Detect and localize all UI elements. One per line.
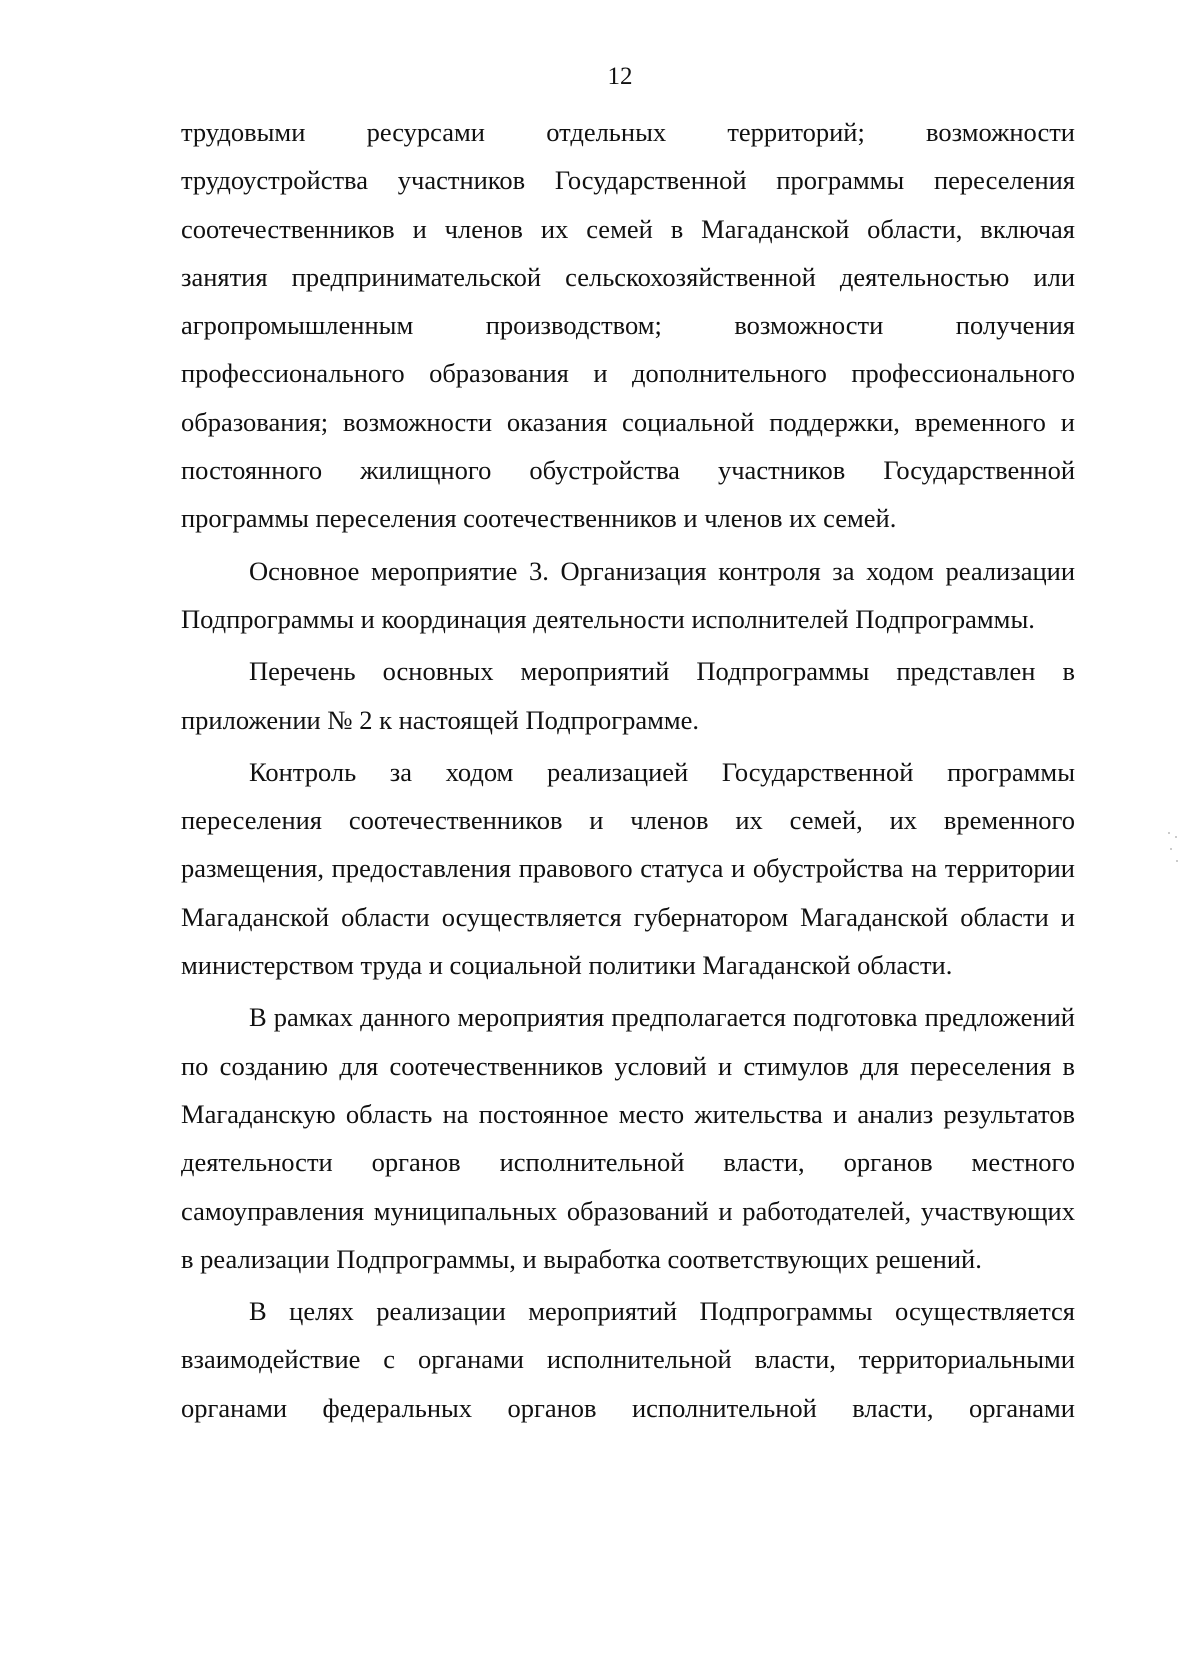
scan-artifact	[1166, 830, 1180, 870]
paragraph-measures-list: Перечень основных мероприятий Подпрограммы представлен в приложении № 2 к настоящей Подпрограмме.	[181, 656, 1075, 735]
paragraph-main-measure-3: Основное мероприятие 3. Организация контроля за ходом реализации Подпрограммы и координация деятельности исполнителей Подпрограммы.	[181, 555, 1075, 634]
paragraph-line: В целях реализации мероприятий Подпрограммы осуществляется	[249, 1296, 1075, 1327]
document-body	[181, 108, 1075, 1432]
paragraph-line: трудовыми ресурсами отдельных территорий; возможности	[181, 117, 1075, 147]
paragraph-interaction	[181, 1287, 1075, 1432]
paragraph-text: трудоустройства участников Государственной программы переселения соотечественников и членов их семей в Магаданской области, включая занятия предпринимательской сельскохозяйственной деятельностью или агропромышленным производством; возможности получения профессионального образования и дополнительного профессионального образования; возможности оказания социальной поддержки, временного и постоянного жилищного обустройства участников Государственной программы переселения соотечественников и членов их семей.	[181, 165, 1075, 534]
paragraph-line: взаимодействие с органами исполнительной власти, территориальными	[181, 1344, 1075, 1375]
paragraph-control: Контроль за ходом реализацией Государственной программы переселения соотечественников и членов их семей, их временного размещения, предоставления правового статуса и обустройства на территории Магаданской области осуществляется губернатором Магаданской области и министерством труда и социальной политики Магаданской области.	[181, 756, 1075, 981]
paragraph-framework: В рамках данного мероприятия предполагается подготовка предложений по созданию для соотечественников условий и стимулов для переселения в Магаданскую область на постоянное место жительства и анализ результатов деятельности органов исполнительной власти, органов местного самоуправления муниципальных образований и работодателей, участвующих в реализации Подпрограммы, и выработка соответствующих решений.	[181, 1002, 1075, 1274]
paragraph-continuation	[181, 108, 1075, 543]
paragraph-line: органами федеральных органов исполнительной власти, органами	[181, 1392, 1075, 1423]
page-number: 12	[607, 63, 633, 90]
